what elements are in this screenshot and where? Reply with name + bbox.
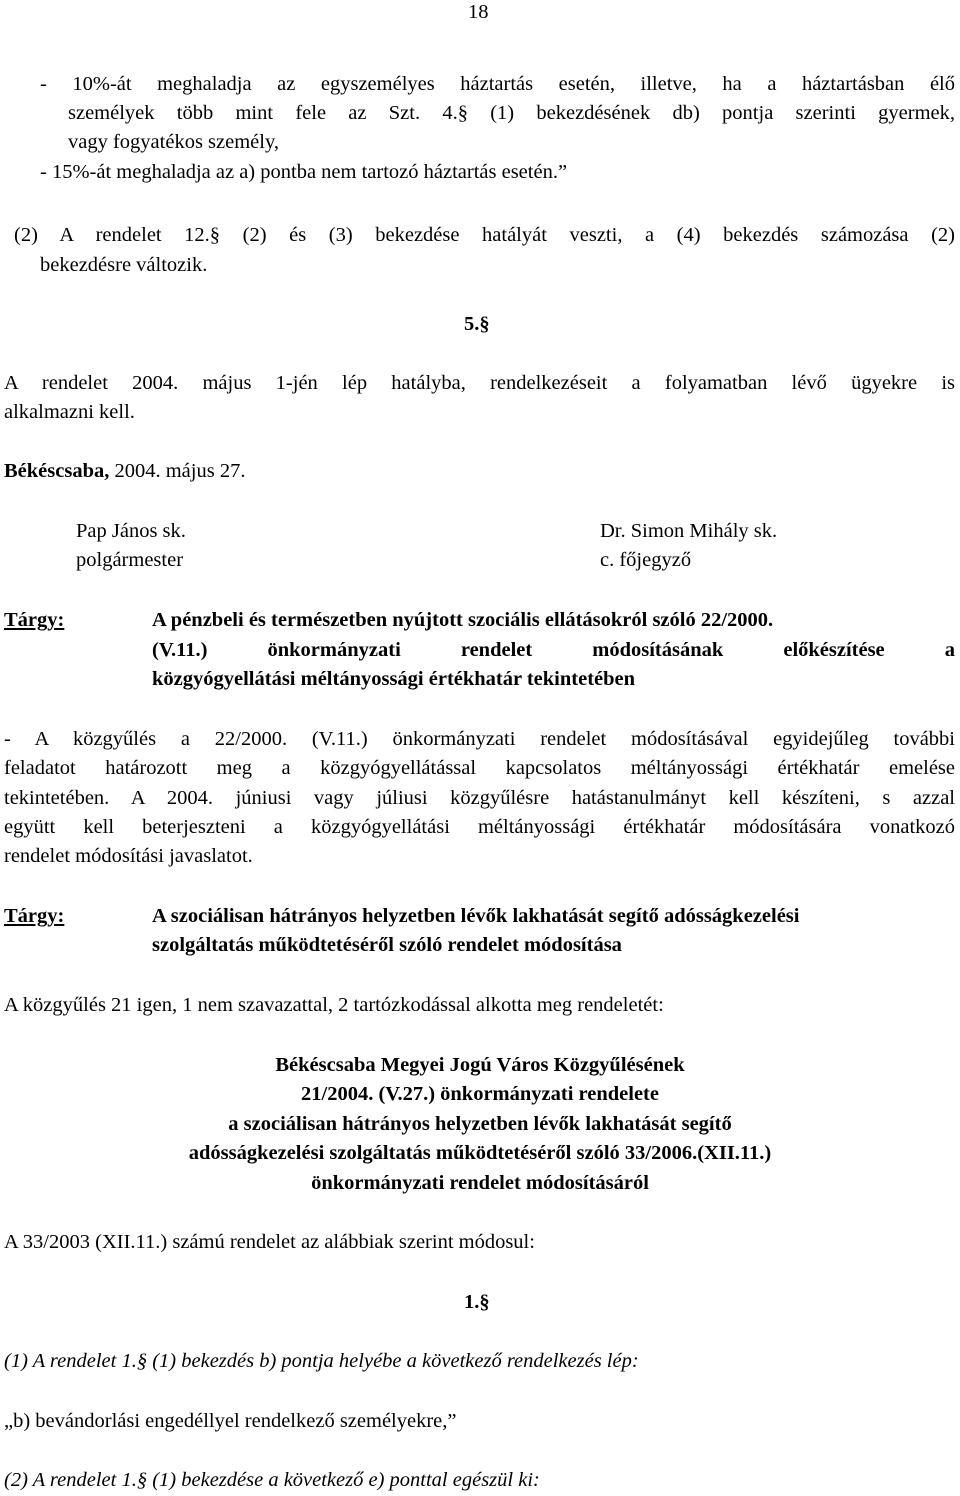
decree-title-line-2: 21/2004. (V.27.) önkormányzati rendelete [301,1083,659,1105]
signature-right-name: Dr. Simon Mihály sk. [600,520,778,542]
intro-list-line-4: - 15%-át meghaladja az a) pontba nem tartozó háztartás esetén.” [40,161,568,183]
para2-line-1: (2) A rendelet 12.§ (2) és (3) bekezdése hatályát veszti, a (4) bekezdés számozása (2) [14,224,955,246]
subject2-label: Tárgy: [4,905,65,927]
signature-left-title: polgármester [76,549,184,571]
intro-list-line-2: személyek több mint fele az Szt. 4.§ (1) bekezdésének db) pontja szerinti gyermek, [68,102,955,124]
subject2-line-2: szolgáltatás működtetéséről szóló rendelet módosítása [152,934,622,956]
decree-title-line-4: adósságkezelési szolgáltatás működtetéséről szóló 33/2006.(XII.11.) [188,1142,772,1164]
signature-right-title: c. főjegyző [600,549,692,571]
section-1-heading: 1.§ [464,1291,490,1313]
intro-list-line-1: - 10%-át meghaladja az egyszemélyes háztartás esetén, illetve, ha a háztartásban élő [40,73,955,95]
page-number: 18 [468,1,489,23]
section5-line-2: alkalmazni kell. [4,401,135,423]
subject1-line-3: közgyógyellátási méltányossági értékhatár tekintetében [152,668,636,690]
decision-line-1: - A közgyűlés a 22/2000. (V.11.) önkormányzati rendelet módosításával egyidejűleg további [4,728,955,750]
decree-title-line-3: a szociálisan hátrányos helyzetben lévők lakhatását segítő [228,1113,732,1135]
signature-left-name: Pap János sk. [76,520,186,542]
decision-line-2: feladatot határozott meg a közgyógyellátással kapcsolatos méltányossági értékhatár emelése [4,757,955,779]
date: 2004. május 27. [109,460,246,482]
amend-intro: A 33/2003 (XII.11.) számú rendelet az alábbiak szerint módosul: [4,1231,535,1253]
place: Békéscsaba, [4,460,110,482]
decision-line-3: tekintetében. A 2004. júniusi vagy júliusi közgyűlésre hatástanulmányt kell készíteni, s azzal [4,787,955,809]
vote-text: A közgyűlés 21 igen, 1 nem szavazattal, 2 tartózkodással alkotta meg rendeletét: [4,994,664,1016]
decision-line-4: együtt kell beterjeszteni a közgyógyellátási méltányossági értékhatár módosítására vonatkozó [4,816,955,838]
amend1-text: „b) bevándorlási engedéllyel rendelkező személyekre,” [4,1410,457,1432]
section-5-heading: 5.§ [464,313,490,335]
decision-line-5: rendelet módosítási javaslatot. [4,845,253,867]
amend2: (2) A rendelet 1.§ (1) bekezdése a következő e) ponttal egészül ki: [4,1469,540,1491]
decree-title-line-5: önkormányzati rendelet módosításáról [311,1172,649,1194]
para2-line-2: bekezdésre változik. [40,254,208,276]
amend1: (1) A rendelet 1.§ (1) bekezdés b) pontja helyébe a következő rendelkezés lép: [4,1350,639,1372]
subject1-label: Tárgy: [4,609,65,631]
subject1-line-1: A pénzbeli és természetben nyújtott szociális ellátásokról szóló 22/2000. [152,609,774,631]
place-date [4,457,245,487]
intro-list-line-3: vagy fogyatékos személy, [68,131,280,153]
subject1-line-2: (V.11.) önkormányzati rendelet módosításának előkészítése a [152,639,955,661]
decree-title-line-1: Békéscsaba Megyei Jogú Város Közgyűlésének [275,1054,685,1076]
section5-line-1: A rendelet 2004. május 1-jén lép hatályba, rendelkezéseit a folyamatban lévő ügyekre is [4,372,955,394]
subject2-line-1: A szociálisan hátrányos helyzetben lévők lakhatását segítő adósságkezelési [152,905,800,927]
